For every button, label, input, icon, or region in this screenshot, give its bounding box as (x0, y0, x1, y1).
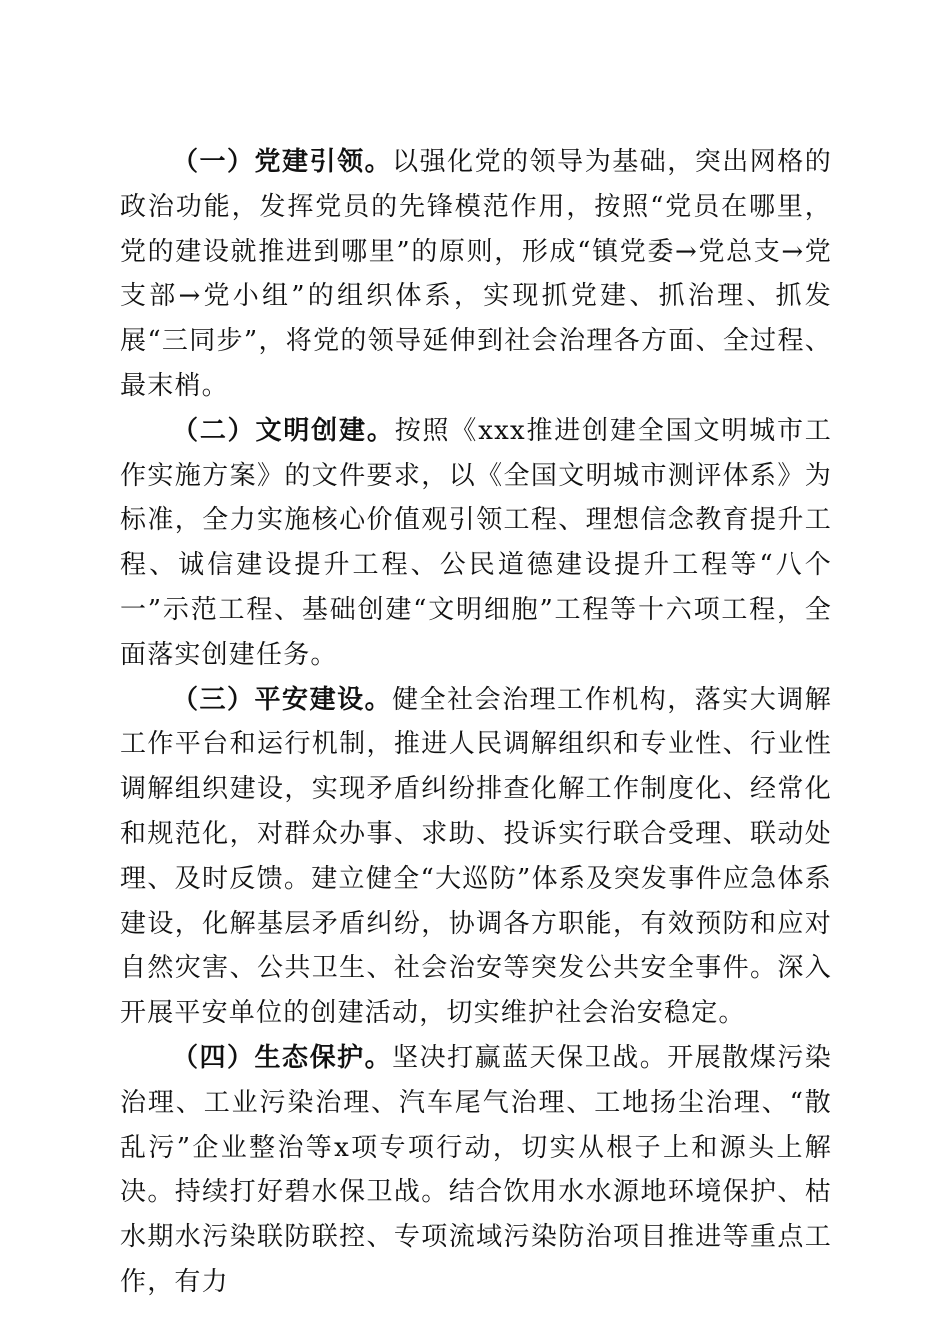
section-heading: （四）生态保护。 (172, 1042, 393, 1073)
paragraph-party-building (120, 140, 832, 409)
section-heading: （一）党建引领。 (172, 147, 393, 177)
paragraph-ecology (120, 1036, 832, 1305)
section-body: 健全社会治理工作机构，落实大调解工作平台和运行机制，推进人民调解组织和专业性、行业性调解组织建设，实现矛盾纠纷排查化解工作制度化、经常化和规范化，对群众办事、求助、投诉实行联合受理、联动处理、及时反馈。建立健全“大巡防”体系及突发事件应急体系建设，化解基层矛盾纠纷，协调各方职能，有效预防和应对自然灾害、公共卫生、社会治安等突发公共安全事件。深入开展平安单位的创建活动，切实维护社会治安稳定。 (120, 684, 832, 1029)
paragraph-safety (120, 678, 832, 1036)
section-body: 以强化党的领导为基础，突出网格的政治功能，发挥党员的先锋模范作用，按照“党员在哪里，党的建设就推进到哪里”的原则，形成“镇党委→党总支→党支部→党小组”的组织体系，实现抓党建、抓治理、抓发展“三同步”，将党的领导延伸到社会治理各方面、全过程、最末梢。 (120, 147, 832, 401)
paragraph-civilization (120, 409, 832, 678)
section-body: 按照《xxx推进创建全国文明城市工作实施方案》的文件要求，以《全国文明城市测评体系》为标准，全力实施核心价值观引领工程、理想信念教育提升工程、诚信建设提升工程、公民道德建设提升工程等“八个一”示范工程、基础创建“文明细胞”工程等十六项工程，全面落实创建任务。 (120, 415, 833, 670)
section-heading: （三）平安建设。 (172, 684, 393, 715)
section-body: 坚决打赢蓝天保卫战。开展散煤污染治理、工业污染治理、汽车尾气治理、工地扬尘治理、“散乱污”企业整治等x项专项行动，切实从根子上和源头上解决。持续打好碧水保卫战。结合饮用水水源地环境保护、枯水期水污染联防联控、专项流域污染防治项目推进等重点工作，有力 (120, 1042, 832, 1297)
section-heading: （二）文明创建。 (172, 415, 395, 446)
document-page (120, 140, 832, 1305)
